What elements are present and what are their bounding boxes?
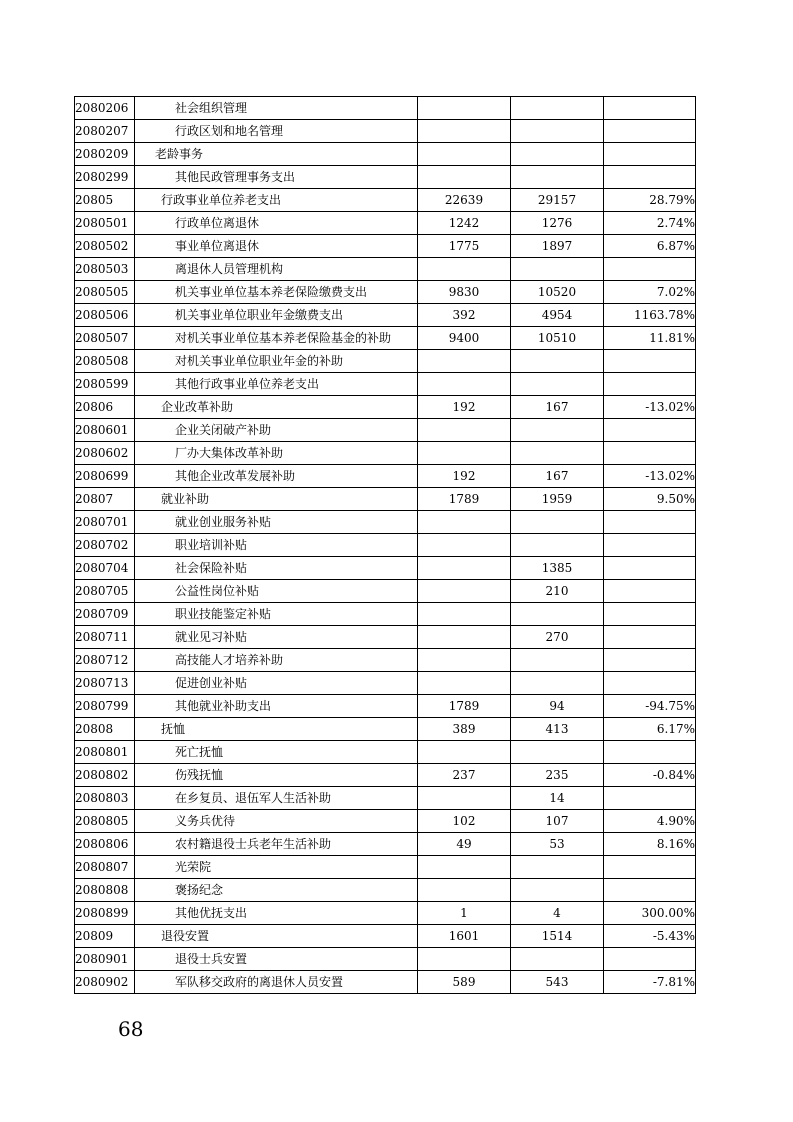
table-row [75,511,696,534]
budget-table [74,96,696,994]
row-change-percent [604,580,696,603]
row-value-prior [418,120,511,143]
row-name: 对机关事业单位职业年金的补助 [135,350,418,373]
row-change-percent [604,350,696,373]
row-code: 2080601 [75,419,135,442]
row-name: 退役士兵安置 [135,948,418,971]
table-row [75,212,696,235]
row-change-percent: -94.75% [604,695,696,718]
table-row [75,833,696,856]
row-code: 2080503 [75,258,135,281]
row-code: 2080705 [75,580,135,603]
table-row [75,465,696,488]
row-value-prior: 1242 [418,212,511,235]
row-value-prior: 1775 [418,235,511,258]
row-value-current: 1276 [511,212,604,235]
row-value-prior [418,97,511,120]
table-row [75,557,696,580]
row-change-percent [604,626,696,649]
row-code: 2080209 [75,143,135,166]
row-code: 2080803 [75,787,135,810]
row-name: 其他就业补助支出 [135,695,418,718]
row-value-prior: 1789 [418,695,511,718]
row-change-percent [604,879,696,902]
row-code: 2080701 [75,511,135,534]
row-value-current [511,534,604,557]
row-name: 公益性岗位补贴 [135,580,418,603]
row-name: 高技能人才培养补助 [135,649,418,672]
row-value-current [511,511,604,534]
row-name: 促进创业补贴 [135,672,418,695]
row-change-percent: 8.16% [604,833,696,856]
row-value-prior [418,741,511,764]
row-value-prior [418,856,511,879]
row-name: 行政事业单位养老支出 [135,189,418,212]
row-value-current [511,97,604,120]
row-value-current: 10520 [511,281,604,304]
row-value-current [511,672,604,695]
row-value-current: 167 [511,465,604,488]
row-value-prior [418,511,511,534]
row-name: 农村籍退役士兵老年生活补助 [135,833,418,856]
row-value-prior [418,350,511,373]
row-value-prior: 9400 [418,327,511,350]
row-value-prior [418,373,511,396]
row-value-prior [418,626,511,649]
row-value-current [511,143,604,166]
row-code: 2080599 [75,373,135,396]
row-code: 2080901 [75,948,135,971]
row-change-percent [604,97,696,120]
row-value-current [511,948,604,971]
row-code: 2080699 [75,465,135,488]
row-code: 2080712 [75,649,135,672]
row-change-percent: 28.79% [604,189,696,212]
row-name: 职业培训补贴 [135,534,418,557]
row-code: 2080713 [75,672,135,695]
row-value-prior [418,948,511,971]
row-code: 2080702 [75,534,135,557]
row-value-prior: 192 [418,396,511,419]
row-value-current: 10510 [511,327,604,350]
row-code: 2080805 [75,810,135,833]
row-code: 2080508 [75,350,135,373]
row-name: 就业创业服务补贴 [135,511,418,534]
row-value-current [511,603,604,626]
row-name: 职业技能鉴定补贴 [135,603,418,626]
table-row [75,143,696,166]
row-change-percent [604,120,696,143]
row-change-percent [604,166,696,189]
row-name: 对机关事业单位基本养老保险基金的补助 [135,327,418,350]
row-change-percent [604,373,696,396]
table-row [75,327,696,350]
table-row [75,373,696,396]
row-value-current: 94 [511,695,604,718]
row-name: 机关事业单位职业年金缴费支出 [135,304,418,327]
row-name: 社会保险补贴 [135,557,418,580]
row-value-current [511,373,604,396]
table-row [75,902,696,925]
row-name: 军队移交政府的离退休人员安置 [135,971,418,994]
row-change-percent [604,419,696,442]
row-value-current [511,120,604,143]
row-value-prior [418,534,511,557]
row-value-prior: 192 [418,465,511,488]
table-row [75,120,696,143]
row-name: 褒扬纪念 [135,879,418,902]
table-row [75,97,696,120]
row-value-current [511,442,604,465]
row-change-percent [604,511,696,534]
row-value-prior [418,166,511,189]
row-value-current [511,649,604,672]
table-row [75,166,696,189]
row-value-current: 4 [511,902,604,925]
row-name: 其他行政事业单位养老支出 [135,373,418,396]
row-name: 就业补助 [135,488,418,511]
table-row [75,442,696,465]
row-value-current: 235 [511,764,604,787]
row-value-prior: 389 [418,718,511,741]
table-row [75,626,696,649]
row-name: 其他民政管理事务支出 [135,166,418,189]
row-value-prior: 1601 [418,925,511,948]
table-row [75,258,696,281]
row-value-current: 1897 [511,235,604,258]
row-code: 2080501 [75,212,135,235]
table-row [75,419,696,442]
row-code: 2080207 [75,120,135,143]
row-code: 2080206 [75,97,135,120]
row-code: 2080902 [75,971,135,994]
row-change-percent: -5.43% [604,925,696,948]
table-row [75,672,696,695]
row-value-current: 1959 [511,488,604,511]
row-value-current [511,258,604,281]
row-value-prior: 22639 [418,189,511,212]
table-row [75,580,696,603]
row-name: 老龄事务 [135,143,418,166]
row-value-current: 210 [511,580,604,603]
row-change-percent: -7.81% [604,971,696,994]
row-name: 行政单位离退休 [135,212,418,235]
row-value-prior [418,557,511,580]
row-code: 2080502 [75,235,135,258]
row-value-current: 29157 [511,189,604,212]
row-value-current [511,350,604,373]
row-value-prior: 589 [418,971,511,994]
row-value-prior [418,879,511,902]
row-name: 光荣院 [135,856,418,879]
row-value-prior: 1789 [418,488,511,511]
row-change-percent [604,672,696,695]
row-change-percent: 6.87% [604,235,696,258]
row-code: 20807 [75,488,135,511]
row-value-current: 4954 [511,304,604,327]
row-name: 其他企业改革发展补助 [135,465,418,488]
row-code: 2080602 [75,442,135,465]
table-row [75,304,696,327]
row-value-prior: 9830 [418,281,511,304]
row-change-percent [604,603,696,626]
table-row [75,718,696,741]
row-name: 企业关闭破产补助 [135,419,418,442]
row-change-percent [604,741,696,764]
row-change-percent: 4.90% [604,810,696,833]
table-row [75,649,696,672]
table-row [75,925,696,948]
row-name: 社会组织管理 [135,97,418,120]
row-value-current [511,741,604,764]
row-name: 退役安置 [135,925,418,948]
row-value-current: 53 [511,833,604,856]
row-name: 机关事业单位基本养老保险缴费支出 [135,281,418,304]
row-value-current: 107 [511,810,604,833]
row-code: 2080507 [75,327,135,350]
table-row [75,235,696,258]
table-row [75,971,696,994]
row-value-current: 413 [511,718,604,741]
row-code: 2080801 [75,741,135,764]
row-value-prior [418,649,511,672]
row-code: 20808 [75,718,135,741]
row-value-current: 14 [511,787,604,810]
row-value-current: 543 [511,971,604,994]
row-value-current: 1514 [511,925,604,948]
table-row [75,396,696,419]
row-change-percent: -13.02% [604,465,696,488]
row-change-percent [604,557,696,580]
page-number: 68 [118,1017,144,1041]
row-value-current [511,879,604,902]
row-change-percent [604,534,696,557]
budget-table-body [75,97,696,994]
row-change-percent [604,649,696,672]
row-code: 20809 [75,925,135,948]
row-code: 2080505 [75,281,135,304]
row-code: 2080899 [75,902,135,925]
row-name: 死亡抚恤 [135,741,418,764]
row-change-percent [604,948,696,971]
row-code: 2080704 [75,557,135,580]
row-change-percent [604,442,696,465]
row-value-current [511,856,604,879]
table-row [75,764,696,787]
row-change-percent [604,143,696,166]
row-name: 企业改革补助 [135,396,418,419]
row-code: 2080808 [75,879,135,902]
row-name: 就业见习补贴 [135,626,418,649]
table-row [75,948,696,971]
table-row [75,281,696,304]
row-code: 2080806 [75,833,135,856]
table-row [75,741,696,764]
row-value-prior: 102 [418,810,511,833]
table-row [75,695,696,718]
row-code: 2080709 [75,603,135,626]
row-value-prior [418,672,511,695]
row-value-prior [418,580,511,603]
row-change-percent: 9.50% [604,488,696,511]
row-change-percent: 6.17% [604,718,696,741]
row-code: 20806 [75,396,135,419]
table-row [75,856,696,879]
row-code: 2080299 [75,166,135,189]
row-value-prior: 237 [418,764,511,787]
row-code: 2080802 [75,764,135,787]
row-name: 抚恤 [135,718,418,741]
table-row [75,189,696,212]
row-code: 2080799 [75,695,135,718]
row-code: 20805 [75,189,135,212]
row-value-current: 167 [511,396,604,419]
row-name: 厂办大集体改革补助 [135,442,418,465]
row-value-current: 270 [511,626,604,649]
row-code: 2080711 [75,626,135,649]
row-change-percent: 1163.78% [604,304,696,327]
row-value-prior [418,143,511,166]
row-value-prior: 1 [418,902,511,925]
table-row [75,879,696,902]
row-change-percent: 7.02% [604,281,696,304]
row-value-prior: 49 [418,833,511,856]
table-row [75,787,696,810]
row-value-prior [418,442,511,465]
row-change-percent: 11.81% [604,327,696,350]
row-value-prior [418,603,511,626]
row-change-percent: 300.00% [604,902,696,925]
row-name: 行政区划和地名管理 [135,120,418,143]
table-row [75,488,696,511]
row-name: 在乡复员、退伍军人生活补助 [135,787,418,810]
row-value-current [511,419,604,442]
row-name: 其他优抚支出 [135,902,418,925]
row-code: 2080506 [75,304,135,327]
row-change-percent [604,258,696,281]
row-value-prior: 392 [418,304,511,327]
row-change-percent: 2.74% [604,212,696,235]
row-change-percent [604,787,696,810]
row-change-percent: -0.84% [604,764,696,787]
table-row [75,350,696,373]
table-row [75,534,696,557]
row-value-current: 1385 [511,557,604,580]
row-name: 离退休人员管理机构 [135,258,418,281]
row-value-prior [418,419,511,442]
row-change-percent [604,856,696,879]
row-code: 2080807 [75,856,135,879]
row-value-prior [418,787,511,810]
row-name: 事业单位离退休 [135,235,418,258]
row-name: 义务兵优待 [135,810,418,833]
row-value-prior [418,258,511,281]
table-row [75,810,696,833]
row-name: 伤残抚恤 [135,764,418,787]
table-row [75,603,696,626]
row-value-current [511,166,604,189]
row-change-percent: -13.02% [604,396,696,419]
